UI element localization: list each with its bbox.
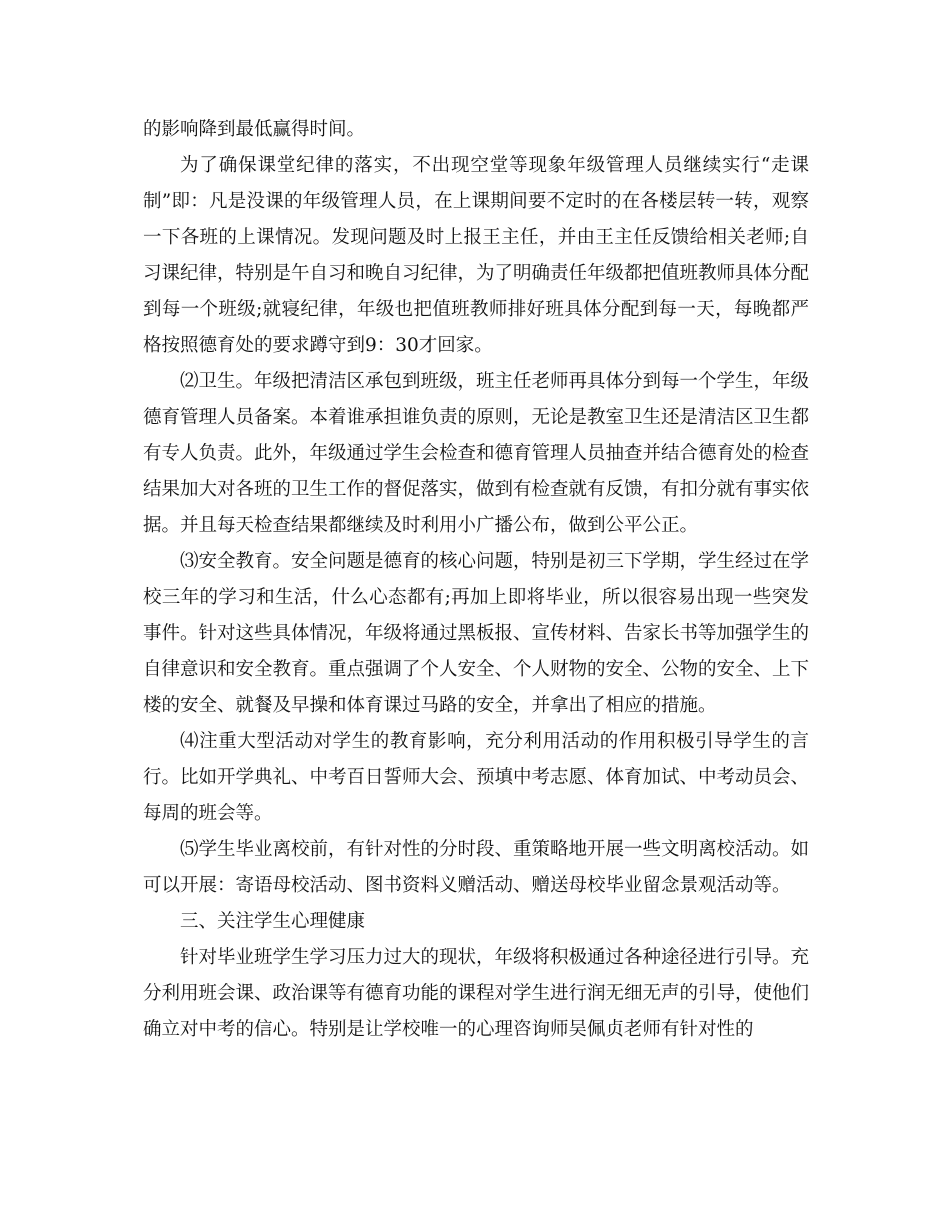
paragraph-psychology: 针对毕业班学生学习压力过大的现状，年级将积极通过各种途径进行引导。充分利用班会课、政治课等有德育功能的课程对学生进行润无细无声的引导，使他们确立对中考的信心。特别是让学校唯一的心理咨询师吴佩贞老师有针对性的 <box>143 947 810 1040</box>
paragraph-activities: ⑷注重大型活动对学生的教育影响，充分利用活动的作用积极引导学生的言行。比如开学典礼、中考百日誓师大会、预填中考志愿、体育加试、中考动员会、每周的班会等。 <box>143 731 810 824</box>
section-heading: 三、关注学生心理健康 <box>180 911 366 932</box>
paragraph-graduation: ⑸学生毕业离校前，有针对性的分时段、重策略地开展一些文明离校活动。如可以开展：寄语母校活动、图书资料义赠活动、赠送母校毕业留念景观活动等。 <box>143 839 810 896</box>
paragraph-discipline: 为了确保课堂纪律的落实，不出现空堂等现象年级管理人员继续实行“走课制”即：凡是没课的年级管理人员，在上课期间要不定时的在各楼层转一转，观察一下各班的上课情况。发现问题及时上报王主任，并由王主任反馈给相关老师;自习课纪律，特别是午自习和晚自习纪律，为了明确责任年级都把值班教师具体分配到每一个班级;就寝纪律，年级也把值班教师排好班具体分配到每一天，每晚都严格按照德育处的要求蹲守到9：30才回家。 <box>143 155 810 356</box>
paragraph-safety: ⑶安全教育。安全问题是德育的核心问题，特别是初三下学期，学生经过在学校三年的学习和生活，什么心态都有;再加上即将毕业，所以很容易出现一些突发事件。针对这些具体情况，年级将通过黑板报、宣传材料、告家长书等加强学生的自律意识和安全教育。重点强调了个人安全、个人财物的安全、公物的安全、上下楼的安全、就餐及早操和体育课过马路的安全，并拿出了相应的措施。 <box>143 551 810 716</box>
document-body <box>143 112 809 1048</box>
paragraph-continuation: 的影响降到最低赢得时间。 <box>143 119 366 140</box>
paragraph-hygiene: ⑵卫生。年级把清洁区承包到班级，班主任老师再具体分到每一个学生，年级德育管理人员备案。本着谁承担谁负责的原则，无论是教室卫生还是清洁区卫生都有专人负责。此外，年级通过学生会检查和德育管理人员抽查并结合德育处的检查结果加大对各班的卫生工作的督促落实，做到有检查就有反馈，有扣分就有事实依据。并且每天检查结果都继续及时利用小广播公布，做到公平公正。 <box>143 371 810 536</box>
